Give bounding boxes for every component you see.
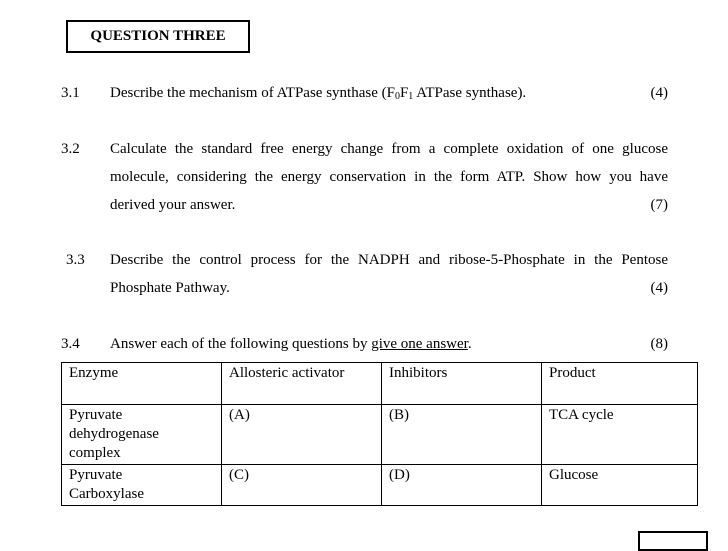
table-row (62, 465, 698, 506)
table-cell-enzyme: Pyruvate dehydrogenase complex (62, 405, 222, 465)
section-title: QUESTION THREE (66, 20, 250, 53)
question-number-3-4: 3.4 (61, 336, 80, 352)
table-cell: (B) (382, 405, 542, 465)
question-3-4-text: Answer each of the following questions by give one answer. (110, 336, 472, 352)
question-3-1 (110, 79, 668, 107)
question-3-3-marks: (4) (650, 280, 668, 296)
table-header-row (62, 363, 698, 405)
question-3-3 (110, 246, 668, 302)
question-3-2-marks: (7) (650, 197, 668, 213)
question-3-2 (110, 135, 668, 219)
question-number-3-3: 3.3 (66, 252, 85, 268)
question-3-1-text: Describe the mechanism of ATPase synthase ($F_0F_1$ ATPase synthase). (110, 85, 527, 102)
question-number-3-1: 3.1 (61, 85, 80, 101)
table-header-cell: Product (542, 363, 698, 405)
question-3-3-line-1: Describe the control process for the NADPH and ribose-5-Phosphate in the Pentose (110, 252, 668, 268)
question-3-2-line-1: Calculate the standard free energy change from a complete oxidation of one glucose (110, 141, 668, 157)
table-cell: (D) (382, 465, 542, 506)
table-row (62, 405, 698, 465)
table-header-cell: Allosteric activator (222, 363, 382, 405)
table-cell: (A) (222, 405, 382, 465)
table-header-cell: Enzyme (62, 363, 222, 405)
question-3-4-marks: (8) (650, 336, 668, 352)
question-3-3-line-2: Phosphate Pathway. (110, 280, 230, 296)
table-cell: TCA cycle (542, 405, 698, 465)
question-3-2-line-3: derived your answer. (110, 197, 236, 213)
enzyme-table (61, 362, 698, 506)
marks-box (638, 531, 708, 551)
table-cell: (C) (222, 465, 382, 506)
table-cell: Glucose (542, 465, 698, 506)
question-number-3-2: 3.2 (61, 141, 80, 157)
table-header-cell: Inhibitors (382, 363, 542, 405)
question-3-1-marks: (4) (650, 85, 668, 101)
question-3-2-line-2: molecule, considering the energy conservation in the form ATP. Show how you have (110, 169, 668, 185)
table-cell-enzyme: Pyruvate Carboxylase (62, 465, 222, 506)
question-3-4 (110, 330, 668, 358)
